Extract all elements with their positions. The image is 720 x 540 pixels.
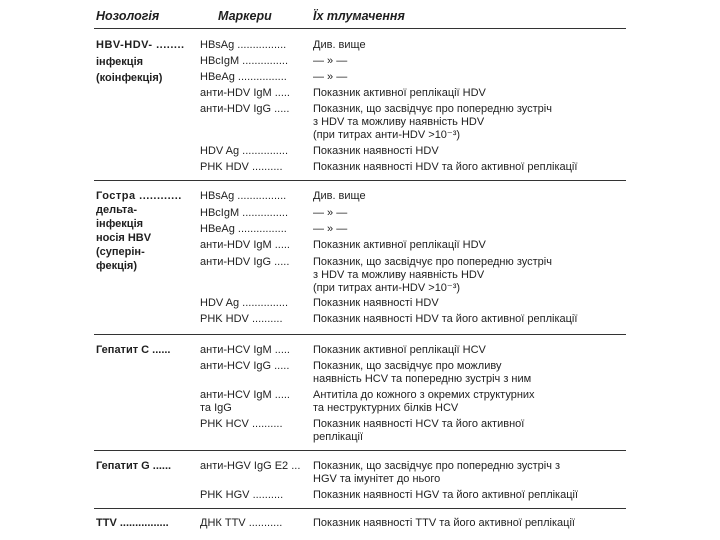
marker: ДНК TTV ...........: [200, 517, 283, 529]
meaning: з HDV та можливу наявність HDV: [313, 269, 485, 281]
meaning: наявність HCV та попередню зустріч з ним: [313, 373, 532, 385]
nosology-line: інфекція: [96, 218, 144, 230]
nosology-line: інфекція: [96, 56, 144, 68]
meaning: реплікації: [313, 431, 364, 443]
nosology-line: Гостра ............: [96, 190, 182, 202]
meaning: Показник, що засвідчує про попередню зустріч: [313, 103, 552, 115]
section-rule: [94, 334, 626, 335]
marker: анти-HDV IgM .....: [200, 87, 290, 99]
meaning: з HDV та можливу наявність HDV: [313, 116, 485, 128]
meaning: HGV та імунітет до нього: [313, 473, 441, 485]
nosology-line: HBV-HDV- ........: [96, 39, 185, 51]
section-rule: [94, 450, 626, 451]
marker: та IgG: [200, 402, 232, 414]
header-markers: Маркери: [218, 9, 272, 23]
meaning: Показник, що засвідчує про можливу: [313, 360, 502, 372]
marker: анти-HDV IgG .....: [200, 103, 290, 115]
meaning: Показник наявності HDV та його активної реплікації: [313, 313, 578, 325]
meaning: (при титрах анти-HDV >10⁻³): [313, 282, 461, 294]
meaning: Показник наявності HGV та його активної реплікації: [313, 489, 579, 501]
marker: HBcIgM ...............: [200, 55, 289, 67]
meaning: Показник активної реплікації HDV: [313, 239, 486, 251]
marker: анти-HGV IgG E2 ...: [200, 460, 301, 472]
meaning: — » —: [313, 207, 348, 219]
marker: HBsAg ................: [200, 190, 287, 202]
marker: HBeAg ................: [200, 71, 287, 83]
meaning: Показник наявності HDV та його активної реплікації: [313, 161, 578, 173]
header-rule: [94, 28, 626, 29]
meaning: Показник наявності HDV: [313, 297, 439, 309]
nosology-line: Гепатит С ......: [96, 344, 171, 356]
marker: PHK HDV ..........: [200, 161, 283, 173]
meaning: Показник наявності HDV: [313, 145, 439, 157]
nosology-line: Гепатит G ......: [96, 460, 172, 472]
marker: анти-HDV IgG .....: [200, 256, 290, 268]
meaning: Показник наявності HCV та його активної: [313, 418, 525, 430]
marker: PHK HDV ..........: [200, 313, 283, 325]
meaning: Показник активної реплікації HCV: [313, 344, 486, 356]
marker: HDV Ag ...............: [200, 297, 289, 309]
marker: анти-HDV IgM .....: [200, 239, 290, 251]
marker: анти-HCV IgM .....: [200, 389, 290, 401]
meaning: Див. вище: [313, 190, 366, 202]
meaning: — » —: [313, 71, 348, 83]
marker: анти-HCV IgM .....: [200, 344, 290, 356]
meaning: Показник активної реплікації HDV: [313, 87, 486, 99]
marker: HBsAg ................: [200, 39, 287, 51]
meaning: Показник, що засвідчує про попередню зустріч: [313, 256, 552, 268]
section-rule: [94, 508, 626, 509]
header-interpretation: Їх тлумачення: [313, 9, 405, 23]
meaning: — » —: [313, 223, 348, 235]
nosology-line: фекція): [96, 260, 138, 272]
nosology-line: дельта-: [96, 204, 138, 216]
nosology-line: носія HBV: [96, 232, 152, 244]
header-nosology: Нозологія: [96, 9, 160, 23]
marker: PHK HCV ..........: [200, 418, 283, 430]
meaning: та неструктурних білків HCV: [313, 402, 459, 414]
meaning: (при титрах анти-HDV >10⁻³): [313, 129, 461, 141]
marker: анти-HCV IgG .....: [200, 360, 290, 372]
marker: HDV Ag ...............: [200, 145, 289, 157]
meaning: Показник, що засвідчує про попередню зустріч з: [313, 460, 561, 472]
nosology-line: (суперін-: [96, 246, 145, 258]
meaning: — » —: [313, 55, 348, 67]
marker: HBcIgM ...............: [200, 207, 289, 219]
meaning: Див. вище: [313, 39, 366, 51]
meaning: Антитіла до кожного з окремих структурних: [313, 389, 535, 401]
marker: PHK HGV ..........: [200, 489, 284, 501]
nosology-line: TTV ................: [96, 517, 169, 529]
section-rule: [94, 180, 626, 181]
marker: HBeAg ................: [200, 223, 287, 235]
nosology-line: (коінфекція): [96, 72, 163, 84]
meaning: Показник наявності TTV та його активної реплікації: [313, 517, 575, 529]
